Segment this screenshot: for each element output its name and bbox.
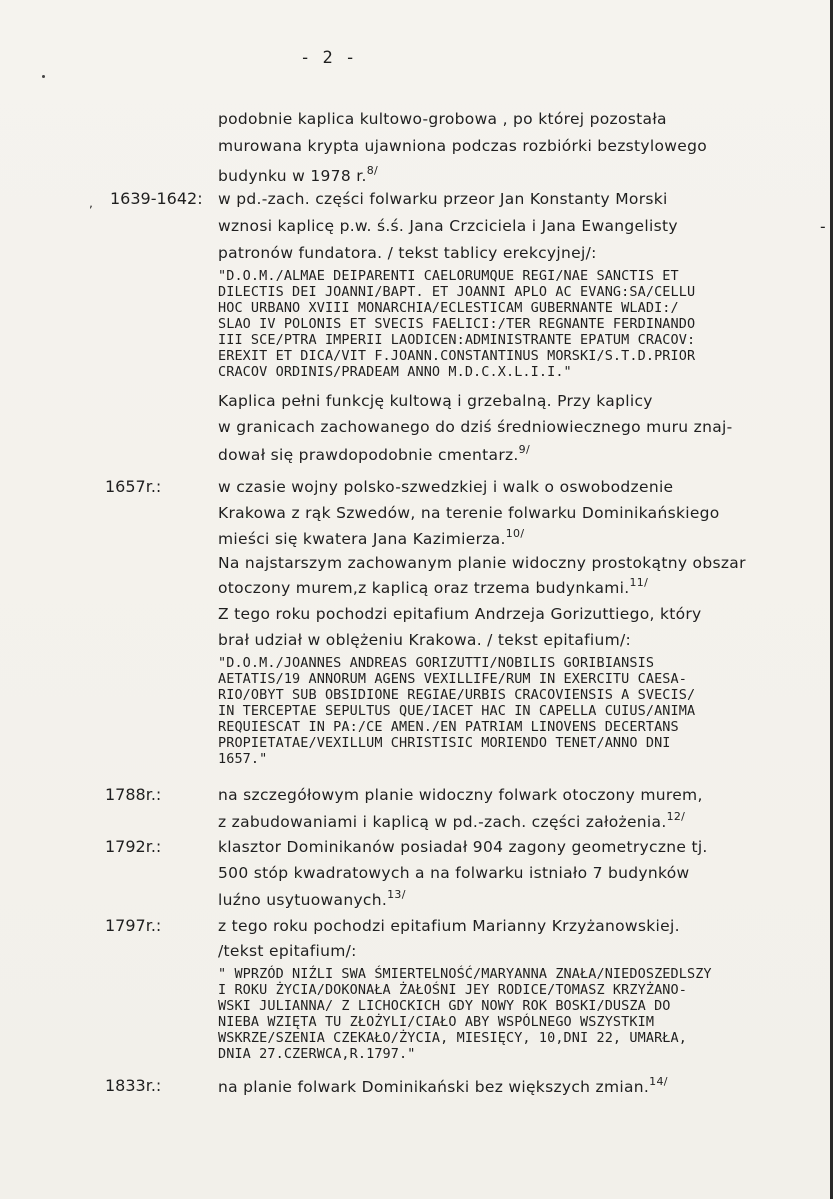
entry-1833-line-1 — [218, 1075, 668, 1096]
inscription-1639-line-3: HOC URBANO XVIII MONARCHIA/ECLESTICAM GUBERNANTE WLADI:/ — [218, 300, 679, 316]
entry-1657-line-3-text: mieści się kwatera Jana Kazimierza. — [218, 530, 506, 548]
epitaph-1797-line-1: " WPRZÓD NIŹLI SWA ŚMIERTELNOŚĆ/MARYANNA ZNAŁA/NIEDOSZEDLSZY — [218, 966, 712, 982]
entry-date-1792: 1792r.: — [105, 837, 162, 856]
epitaph-1657-line-3: RIO/OBYT SUB OBSIDIONE REGIAE/URBIS CRACOVIENSIS A SVECIS/ — [218, 687, 696, 703]
page-number: - 2 - — [300, 48, 357, 68]
intro-line-2: murowana krypta ujawniona podczas rozbiórki bezstylowego — [218, 137, 708, 155]
entry-date-1639: 1639-1642: — [110, 189, 203, 208]
epitaph-1657-line-4: IN TERCEPTAE SEPULTUS QUE/IACET HAC IN CAPELLA CUIUS/ANIMA — [218, 703, 696, 719]
entry-date-1797: 1797r.: — [105, 916, 162, 935]
entry-1792-line-3 — [218, 888, 406, 909]
entry-1639-line-3: patronów fundatora. / tekst tablicy erekcyjnej/: — [218, 244, 597, 262]
intro-line-1: podobnie kaplica kultowo-grobowa , po której pozostała — [218, 110, 667, 128]
entry-1657-line-5-text: otoczony murem,z kaplicą oraz trzema budynkami. — [218, 579, 630, 597]
hyphen-continuation: - — [818, 217, 828, 236]
footnote-ref-10: 10/ — [505, 527, 525, 540]
entry-1657-line-6: Z tego roku pochodzi epitafium Andrzeja Gorizuttiego, który — [218, 605, 702, 623]
epitaph-1797-line-2: I ROKU ŻYCIA/DOKONAŁA ŻAŁOŚNI JEY RODICE/TOMASZ KRZYŻANO- — [218, 982, 687, 998]
inscription-1639-line-1: "D.O.M./ALMAE DEIPARENTI CAELORUMQUE REGI/NAE SANCTIS ET — [218, 268, 679, 284]
entry-1639-line-6-text: dował się prawdopodobnie cmentarz. — [218, 446, 519, 464]
entry-1657-line-4: Na najstarszym zachowanym planie widoczny prostokątny obszar — [218, 554, 746, 572]
entry-1792-line-3-text: luźno usytuowanych. — [218, 891, 388, 909]
inscription-1639-line-6: EREXIT ET DICA/VIT F.JOANN.CONSTANTINUS MORSKI/S.T.D.PRIOR — [218, 348, 696, 364]
entry-1639-line-6 — [218, 443, 530, 464]
entry-1657-line-1: w czasie wojny polsko-szwedzkiej i walk o oswobodzenie — [218, 478, 674, 496]
entry-1792-line-2: 500 stóp kwadratowych a na folwarku istniało 7 budynków — [218, 864, 690, 882]
epitaph-1797-line-6: DNIA 27.CZERWCA,R.1797." — [218, 1046, 416, 1062]
entry-1797-line-1: z tego roku pochodzi epitafium Marianny Krzyżanowskiej. — [218, 917, 680, 935]
epitaph-1657-line-7: 1657." — [218, 751, 268, 767]
epitaph-1797-line-5: WSKRZE/SZENIA CZEKAŁO/ŻYCIA, MIESIĘCY, 10,DNI 22, UMARŁA, — [218, 1030, 687, 1046]
epitaph-1657-line-6: PROPIETATAE/VEXILLUM CHRISTISIC MORIENDO TENET/ANNO DNI — [218, 735, 671, 751]
entry-date-1657: 1657r.: — [105, 477, 162, 496]
footnote-ref-13: 13/ — [387, 888, 406, 901]
epitaph-1657-line-2: AETATIS/19 ANNORUM AGENS VEXILLIFE/RUM IN EXERCITU CAESA- — [218, 671, 687, 687]
intro-line-3 — [218, 164, 378, 185]
inscription-1639-line-2: DILECTIS DEI JOANNI/BAPT. ET JOANNI APLO AC EVANG:SA/CELLU — [218, 284, 696, 300]
entry-date-1833: 1833r.: — [105, 1076, 162, 1095]
entry-1833-line-1-text: na planie folwark Dominikański bez większych zmian. — [218, 1078, 650, 1096]
footnote-ref-11: 11/ — [629, 576, 649, 589]
entry-1792-line-1: klasztor Dominikanów posiadał 904 zagony geometryczne tj. — [218, 838, 708, 856]
footnote-ref-12: 12/ — [666, 810, 686, 823]
margin-mark: , — [88, 199, 95, 210]
entry-1639-line-2: wznosi kaplicę p.w. ś.ś. Jana Crzciciela i Jana Ewangelisty — [218, 217, 678, 235]
entry-1788-line-2-text: z zabudowaniami i kaplicą w pd.-zach. części założenia. — [218, 813, 667, 831]
epitaph-1797-line-4: NIEBA WZIĘTA TU ZŁOŻYLI/CIAŁO ABY WSPÓLNEGO WSZYSTKIM — [218, 1014, 655, 1030]
entry-1657-line-7: brał udział w oblężeniu Krakowa. / tekst epitafium/: — [218, 631, 632, 649]
inscription-1639-line-5: III SCE/PTRA IMPERII LAODICEN:ADMINISTRANTE EPATUM CRACOV: — [218, 332, 696, 348]
scan-dot — [42, 75, 45, 78]
footnote-ref-14: 14/ — [649, 1075, 668, 1088]
entry-1657-line-2: Krakowa z rąk Szwedów, na terenie folwarku Dominikańskiego — [218, 504, 720, 522]
epitaph-1797-line-3: WSKI JULIANNA/ Z LICHOCKICH GDY NOWY ROK BOSKI/DUSZA DO — [218, 998, 671, 1014]
entry-1639-line-1: w pd.-zach. części folwarku przeor Jan Konstanty Morski — [218, 190, 668, 208]
entry-1639-line-4: Kaplica pełni funkcję kultową i grzebalną. Przy kaplicy — [218, 392, 653, 410]
entry-1788-line-2 — [218, 810, 685, 831]
inscription-1639-line-7: CRACOV ORDINIS/PRADEAM ANNO M.D.C.X.L.I.I." — [218, 364, 572, 380]
entry-1639-line-5: w granicach zachowanego do dziś średniowiecznego muru znaj- — [218, 418, 733, 436]
inscription-1639-line-4: SLAO IV POLONIS ET SVECIS FAELICI:/TER REGNANTE FERDINANDO — [218, 316, 696, 332]
entry-1788-line-1: na szczegółowym planie widoczny folwark otoczony murem, — [218, 786, 703, 804]
epitaph-1657-line-5: REQUIESCAT IN PA:/CE AMEN./EN PATRIAM LINOVENS DECERTANS — [218, 719, 679, 735]
epitaph-1657-line-1: "D.O.M./JOANNES ANDREAS GORIZUTTI/NOBILIS GORIBIANSIS — [218, 655, 655, 671]
entry-date-1788: 1788r.: — [105, 785, 162, 804]
entry-1797-line-2: /tekst epitafium/: — [218, 942, 357, 960]
intro-line-3-text: budynku w 1978 r. — [218, 167, 367, 185]
footnote-ref-8: 8/ — [366, 164, 379, 177]
entry-1657-line-5 — [218, 576, 648, 597]
footnote-ref-9: 9/ — [518, 443, 530, 456]
entry-1657-line-3 — [218, 527, 524, 548]
